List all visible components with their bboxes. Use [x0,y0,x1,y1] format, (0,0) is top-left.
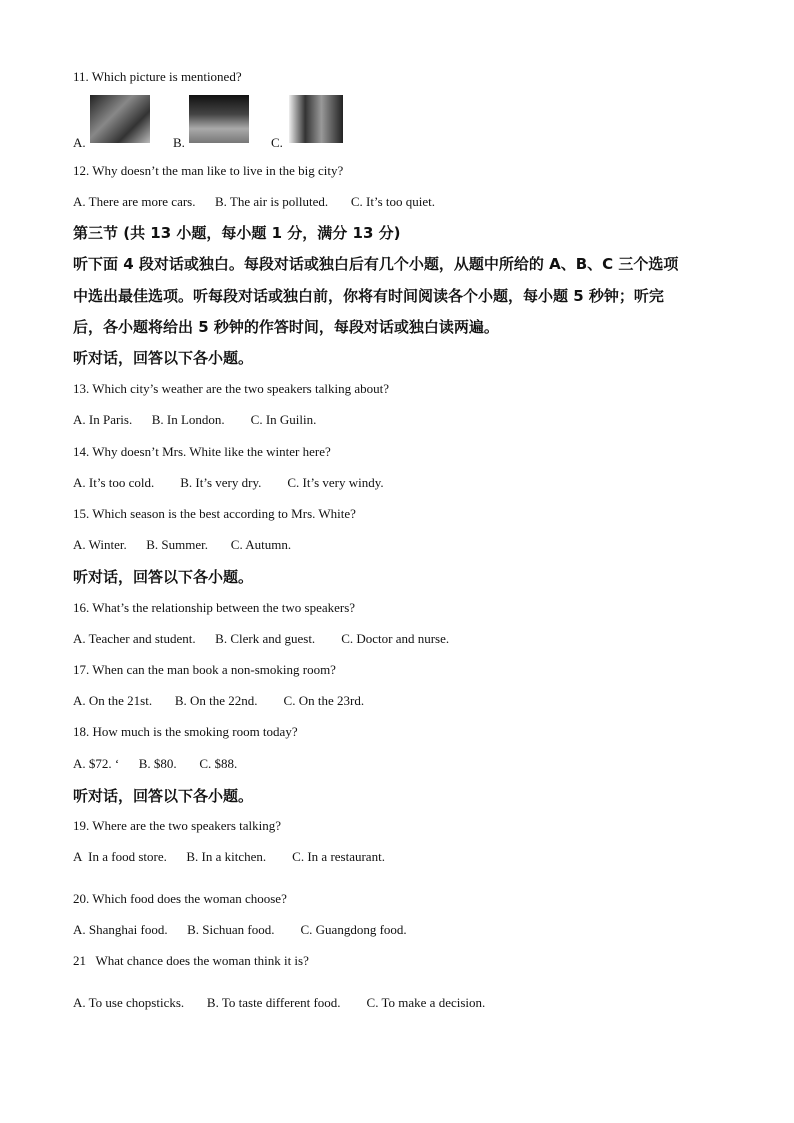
q13-option-b: B. In London. [151,412,225,427]
q15-option-c: C. Autumn. [230,537,292,552]
q15-options [73,537,291,553]
question-13: 13. Which city’s weather are the two speakers talking about? [73,381,389,396]
q14-options [73,475,384,491]
question-17: 17. When can the man book a non-smoking room? [73,662,336,677]
listen-heading-3: 听对话，回答以下各小题。 [73,787,254,805]
listen-heading-1: 听对话，回答以下各小题。 [73,349,254,367]
question-12: 12. Why doesn’t the man like to live in the big city? [73,163,344,178]
question-20: 20. Which food does the woman choose? [73,891,287,906]
q20-option-a: A. Shanghai food. [73,922,168,937]
q19-option-c: C. In a restaurant. [292,849,385,864]
q21-option-b: B. To taste different food. [206,995,341,1010]
q21-options [73,995,485,1011]
q19-options [73,849,385,865]
q11-option-b-label: B. [173,135,185,150]
q14-option-c: C. It’s very windy. [287,475,384,490]
q20-option-b: B. Sichuan food. [187,922,275,937]
q19-option-a: A In a food store. [73,849,167,864]
q14-option-b: B. It’s very dry. [180,475,262,490]
q16-option-c: C. Doctor and nurse. [341,631,450,646]
q12-option-a: A. There are more cars. [73,194,196,209]
q17-option-b: B. On the 22nd. [174,693,258,708]
q17-options [73,693,364,709]
q17-option-c: C. On the 23rd. [283,693,365,708]
q16-options [73,631,449,647]
q18-option-b: B. $80. [138,756,177,771]
q11-picture-b [189,95,249,143]
q14-option-a: A. It’s too cold. [73,475,155,490]
q16-option-a: A. Teacher and student. [73,631,196,646]
question-15: 15. Which season is the best according to Mrs. White? [73,506,356,521]
q13-options [73,412,316,428]
question-18: 18. How much is the smoking room today? [73,724,298,739]
q12-option-c: C. It’s too quiet. [350,194,436,209]
q11-picture-a [90,95,150,143]
question-16: 16. What’s the relationship between the two speakers? [73,600,356,615]
q19-option-b: B. In a kitchen. [186,849,267,864]
q13-option-c: C. In Guilin. [250,412,317,427]
q21-option-c: C. To make a decision. [366,995,486,1010]
question-14: 14. Why doesn’t Mrs. White like the winter here? [73,444,331,459]
question-21: 21 What chance does the woman think it is? [73,953,309,968]
question-19: 19. Where are the two speakers talking? [73,818,282,833]
q16-option-b: B. Clerk and guest. [215,631,316,646]
section-3-instructions-3: 后，各小题将给出 5 秒钟的作答时间，每段对话或独白读两遍。 [73,318,499,336]
q15-option-b: B. Summer. [146,537,209,552]
q15-option-a: A. Winter. [73,537,127,552]
q12-option-b: B. The air is polluted. [214,194,329,209]
section-3-instructions-1: 听下面 4 段对话或独白。每段对话或独白后有几个小题，从题中所给的 A、B、C 三个选项 [73,255,679,273]
section-3-title: 第三节 (共 13 小题，每小题 1 分，满分 13 分) [73,224,401,242]
q20-option-c: C. Guangdong food. [300,922,407,937]
q18-options [73,756,237,772]
listen-heading-2: 听对话，回答以下各小题。 [73,568,254,586]
q12-options [73,194,435,210]
question-11: 11. Which picture is mentioned? [73,69,242,84]
q11-option-a-label: A. [73,135,86,150]
q18-option-a: A. $72. ‘ [73,756,120,771]
q17-option-a: A. On the 21st. [73,693,153,708]
q20-options [73,922,407,938]
q13-option-a: A. In Paris. [73,412,133,427]
q18-option-c: C. $88. [199,756,238,771]
section-3-instructions-2: 中选出最佳选项。听每段对话或独白前，你将有时间阅读各个小题，每小题 5 秒钟；听完 [73,287,664,305]
q11-option-c-label: C. [271,135,283,150]
q11-picture-c [289,95,343,143]
q21-option-a: A. To use chopsticks. [73,995,185,1010]
